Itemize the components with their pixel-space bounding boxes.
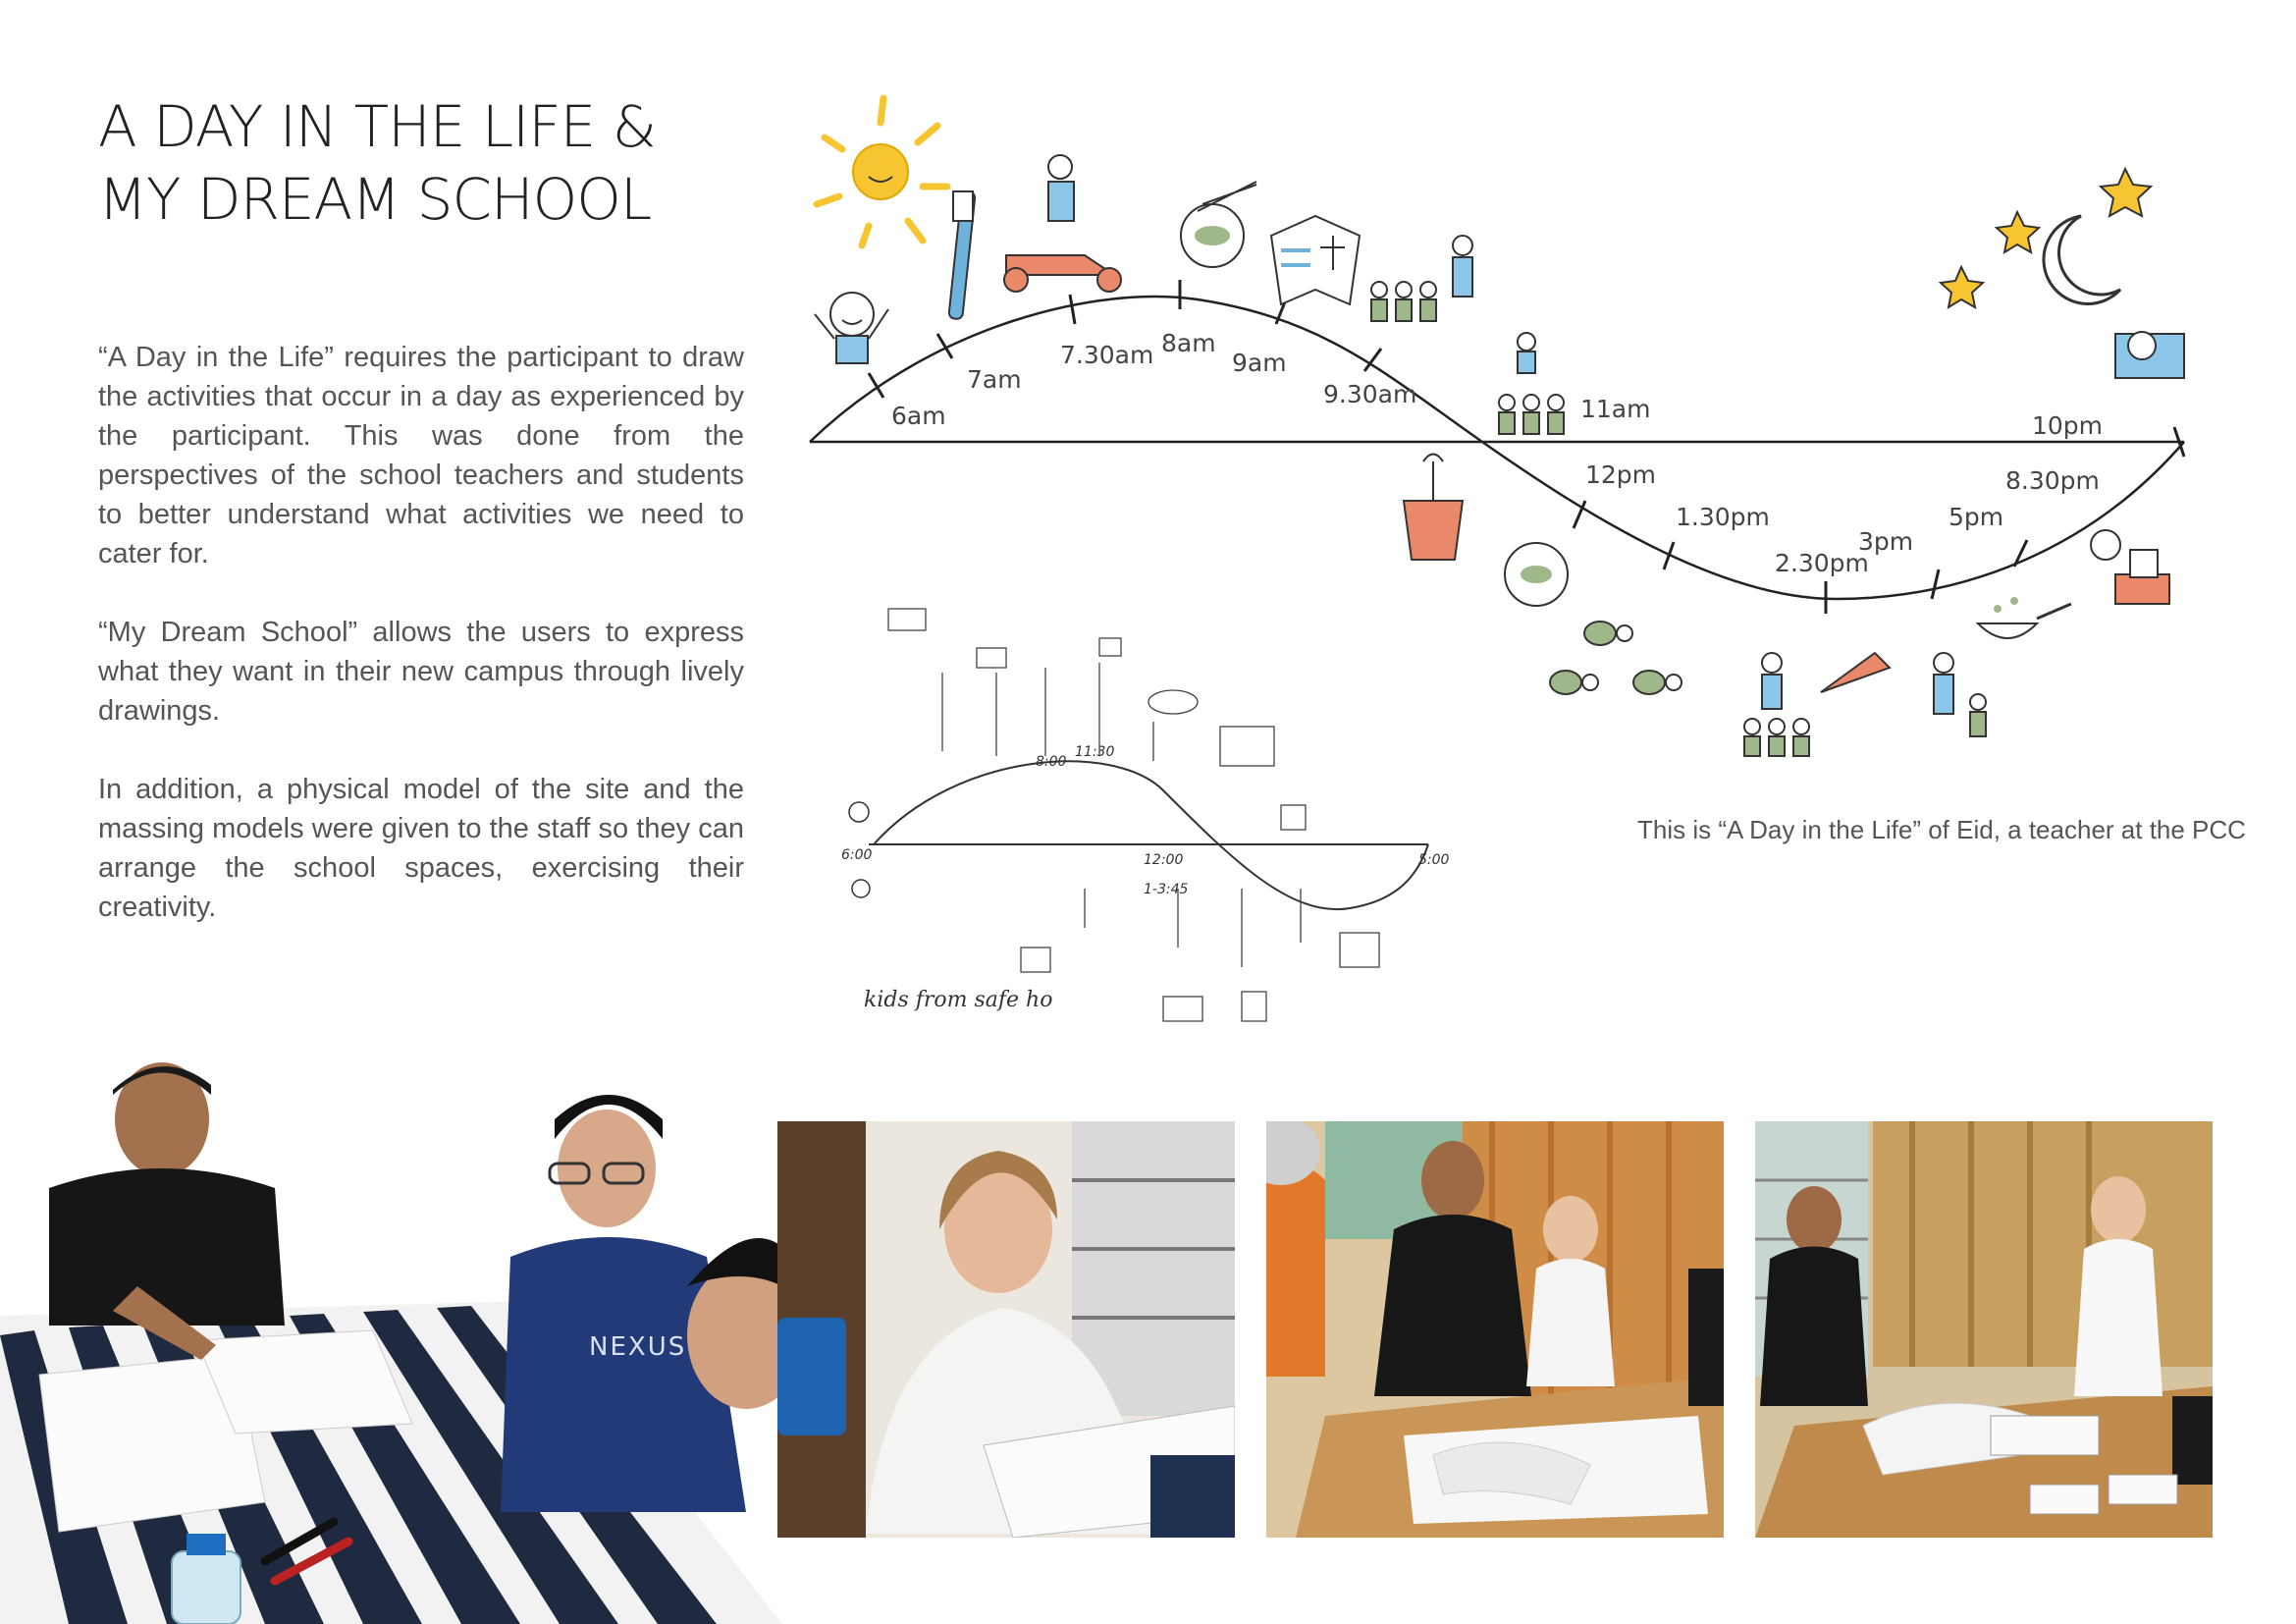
time-label: 9am [1232, 349, 1287, 377]
time-label: 11am [1580, 395, 1651, 423]
sketch-alarm-clock-icon [852, 880, 870, 897]
sketch-time: 6:00 [841, 847, 873, 863]
cooking-wok-icon [1978, 597, 2071, 638]
toothbrush-icon [948, 191, 976, 320]
photo-teacher-sketching [777, 1121, 1235, 1538]
moon-icon [2044, 216, 2120, 303]
parent-child-icon [1934, 653, 1986, 736]
sketch-time: 12:00 [1144, 852, 1184, 868]
time-label: 1.30pm [1676, 503, 1770, 531]
page-title [98, 90, 656, 236]
time-label: 6am [891, 402, 946, 430]
title-line-2: MY DREAM SCHOOL [98, 166, 652, 233]
class-group-icon [1499, 333, 1564, 434]
sketch-sun-icon [849, 802, 869, 822]
body-text [98, 338, 744, 966]
time-label: 2.30pm [1775, 549, 1869, 577]
photo-model-presentation [1755, 1121, 2213, 1538]
sketch-time: 1-3:45 [1144, 882, 1189, 897]
star-icon [1997, 212, 2039, 252]
timeline-caption: This is “A Day in the Life” of Eid, a teacher at the PCC [1637, 815, 2246, 844]
star-icon [1941, 267, 1983, 307]
hand-drawn-day-sketch [839, 594, 1477, 1075]
handwritten-note: kids from safe ho [864, 988, 1053, 1012]
waking-person-icon [815, 293, 888, 363]
time-label: 9.30am [1323, 380, 1417, 408]
book-icon [1271, 216, 1360, 304]
scooter-icon [1004, 155, 1121, 292]
timeline-wave [810, 297, 2184, 599]
teacher-with-kids-icon [1744, 653, 1809, 756]
title-line-1: A DAY IN THE LIFE & [98, 93, 656, 160]
sketch-time: 11:30 [1075, 744, 1115, 760]
sleeping-children-icon [1550, 622, 1682, 694]
lunch-plate-icon [1505, 543, 1568, 606]
time-label: 12pm [1585, 460, 1657, 489]
photo-staff-drawing [0, 1051, 782, 1624]
sleeping-icon [2115, 332, 2184, 378]
sun-icon [817, 98, 947, 245]
reading-in-bed-icon [2091, 530, 2169, 604]
watermelon-icon [1821, 653, 1890, 692]
paragraph-dream-school: “My Dream School” allows the users to express what they want in their new campus through lively drawings. [98, 617, 744, 727]
photo-model-arranging [1266, 1121, 1724, 1538]
sketch-time: 8:00 [1036, 754, 1067, 770]
time-label: 7am [967, 365, 1022, 394]
students-group-icon [1371, 236, 1472, 321]
paragraph-physical-model: In addition, a physical model of the site and the massing models were given to the staff so they can arrange the school spaces, exercising their creativity. [98, 774, 744, 923]
sketch-scribbles [888, 609, 1379, 1021]
time-label: 3pm [1858, 527, 1914, 556]
sketch-time: 5:00 [1418, 852, 1450, 868]
time-label: 10pm [2032, 411, 2104, 440]
time-label: 5pm [1949, 503, 2004, 531]
time-label: 8.30pm [2005, 466, 2100, 495]
star-icon [2101, 169, 2151, 216]
time-label: 8am [1161, 329, 1216, 357]
shirt-text: NEXUS [589, 1332, 687, 1362]
paragraph-day-in-life: “A Day in the Life” requires the participant to draw the activities that occur in a day as experienced by the participant. This was done from the perspectives of the school teachers and students to better understand what activities we need to cater for. [98, 342, 744, 569]
time-label: 7.30am [1060, 341, 1154, 369]
plant-pot-icon [1404, 455, 1463, 561]
noodle-bowl-icon [1181, 182, 1256, 267]
